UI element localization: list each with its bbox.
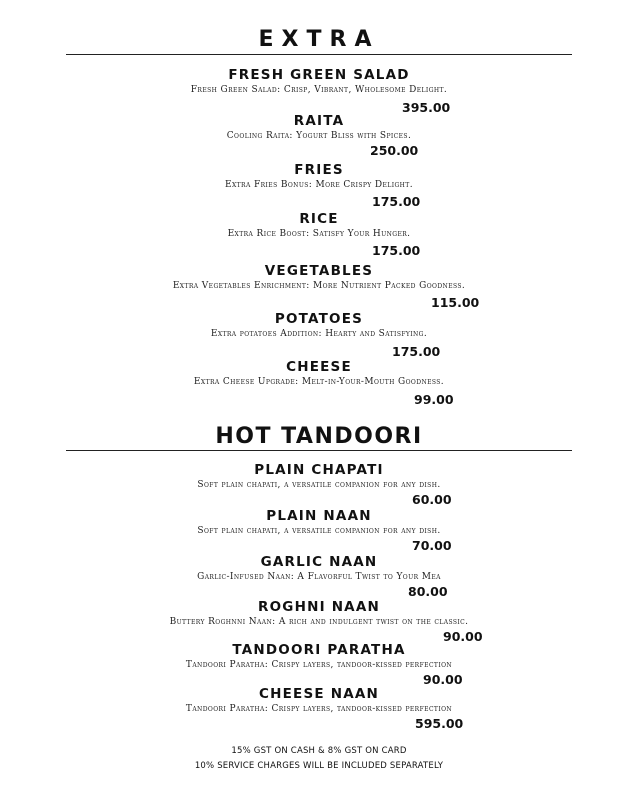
item-name: RAITA bbox=[293, 113, 345, 129]
menu-item bbox=[0, 67, 638, 115]
item-description: Extra potatoes Addition: Hearty and Satisfying. bbox=[210, 329, 428, 339]
item-price: 60.00 bbox=[412, 492, 452, 507]
menu-item bbox=[0, 263, 638, 310]
item-name: PLAIN CHAPATI bbox=[254, 462, 384, 478]
item-description: Tandoori Paratha: Crispy layers, tandoor-kissed perfection bbox=[185, 660, 453, 670]
menu-item bbox=[0, 686, 638, 731]
menu-item bbox=[0, 554, 638, 599]
item-price: 395.00 bbox=[402, 100, 451, 115]
section-title-hot-tandoori: HOT TANDOORI bbox=[215, 424, 423, 449]
item-description: Extra Vegetables Enrichment: More Nutrient Packed Goodness. bbox=[172, 281, 466, 291]
item-name: FRIES bbox=[294, 162, 344, 178]
menu-item bbox=[0, 359, 638, 407]
item-price: 80.00 bbox=[408, 584, 448, 599]
item-price: 250.00 bbox=[370, 143, 419, 158]
menu-item bbox=[0, 508, 638, 553]
item-name: RICE bbox=[299, 211, 339, 227]
menu-item bbox=[0, 311, 638, 359]
menu-item bbox=[0, 642, 638, 687]
menu-item bbox=[0, 462, 638, 507]
menu-item bbox=[0, 113, 638, 158]
item-price: 595.00 bbox=[415, 716, 464, 731]
item-description: Extra Rice Boost: Satisfy Your Hunger. bbox=[227, 229, 411, 239]
item-name: TANDOORI PARATHA bbox=[232, 642, 406, 658]
item-name: CHEESE NAAN bbox=[259, 686, 379, 702]
item-price: 90.00 bbox=[423, 672, 463, 687]
item-price: 175.00 bbox=[392, 344, 441, 359]
item-name: PLAIN NAAN bbox=[266, 508, 372, 524]
item-name: ROGHNI NAAN bbox=[258, 599, 380, 615]
item-price: 175.00 bbox=[372, 243, 421, 258]
item-description: Soft plain chapati, a versatile companion for any dish. bbox=[197, 526, 441, 536]
gst-note: 15% GST ON CASH & 8% GST ON CARD bbox=[231, 746, 407, 756]
item-price: 90.00 bbox=[443, 629, 483, 644]
item-name: VEGETABLES bbox=[264, 263, 374, 279]
menu-item bbox=[0, 162, 638, 209]
item-description: Fresh Green Salad: Crisp, Vibrant, Wholesome Delight. bbox=[190, 85, 448, 95]
section-divider bbox=[66, 450, 572, 451]
item-price: 70.00 bbox=[412, 538, 452, 553]
item-description: Tandoori Paratha: Crispy layers, tandoor-kissed perfection bbox=[185, 704, 453, 714]
item-description: Buttery Roghnni Naan: A rich and indulgent twist on the classic. bbox=[169, 617, 469, 627]
menu-item bbox=[0, 599, 638, 644]
section-divider bbox=[66, 54, 572, 55]
item-description: Garlic-Infused Naan: A Flavorful Twist to Your Mea bbox=[197, 572, 441, 582]
item-description: Cooling Raita: Yogurt Bliss with Spices. bbox=[226, 131, 412, 141]
item-name: POTATOES bbox=[274, 311, 364, 327]
item-price: 175.00 bbox=[372, 194, 421, 209]
item-name: CHEESE bbox=[286, 359, 352, 375]
item-price: 115.00 bbox=[431, 295, 480, 310]
item-price: 99.00 bbox=[414, 392, 454, 407]
menu-item bbox=[0, 211, 638, 258]
service-charge-note: 10% SERVICE CHARGES WILL BE INCLUDED SEPARATELY bbox=[194, 761, 444, 771]
item-name: GARLIC NAAN bbox=[260, 554, 378, 570]
item-description: Soft plain chapati, a versatile companion for any dish. bbox=[197, 480, 441, 490]
item-description: Extra Fries Bonus: More Crispy Delight. bbox=[225, 180, 413, 190]
item-name: FRESH GREEN SALAD bbox=[228, 67, 410, 83]
item-description: Extra Cheese Upgrade: Melt-in-Your-Mouth Goodness. bbox=[193, 377, 445, 387]
section-title-extra: EXTRA bbox=[258, 27, 380, 52]
